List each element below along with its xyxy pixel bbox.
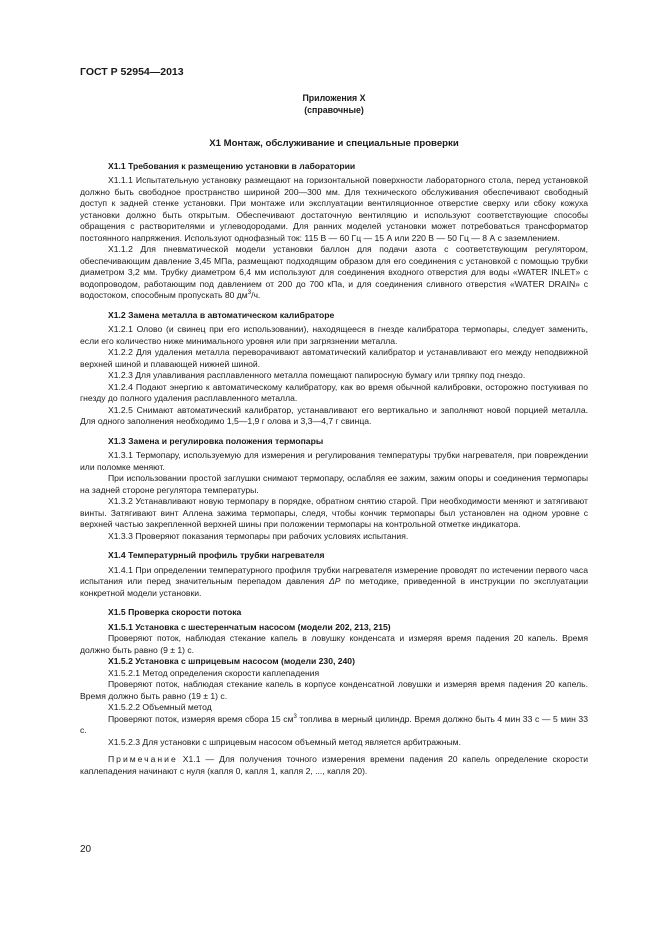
note-text: X1.1 — Для получения точного измерения времени падения 20 капель определение скорости каплепадения начинают с нуля (капля 0, капля 1, капля 2, ..., капля 20).: [80, 754, 588, 776]
paragraph: X1.4.1 При определении температурного профиля трубки нагревателя измерение проводят по истечении первого часа испытания или перед значительным перепадом давления ΔP по методике, приведенной в инструкции по эксплуатации конкретной модели установки.: [80, 564, 589, 598]
paragraph: X1.1.1 Испытательную установку размещают на горизонтальной поверхности лабораторного стола, перед установкой должно быть свободное пространство шириной 200—300 мм. Для технического обслуживания обеспечивают свободный доступ к задней стенке установки. При монтаже или эксплуатации вентиляционное отверстие сверху или сбоку кожуха установки должно быть открытым. Обеспечивают достаточную вентиляцию и используют соответствующие способы обращения с растворителями и углеводородами. Для ранних моделей установки может потребоваться трансформатор постоянного напряжения. Используют однофазный ток: 115 В — 60 Гц — 15 А или 220 В — 50 Гц — 8 А с заземлением.: [80, 175, 588, 243]
paragraph: При использовании простой заглушки снимают термопару, ослабляя ее зажим, зажим опоры и соединения термопары на задней стороне регулятора температуры.: [80, 473, 588, 495]
paragraph: X1.3.2 Устанавливают новую термопару в порядке, обратном снятию старой. При необходимости меняют и затягивают винты. Затягивают винт Аллена зажима термопары, следя, чтобы кончик термопары был установлен на одном уровне с верхней частью закрепленной верхней шины при положении термопары на контрольной отметке индикатора.: [80, 496, 588, 529]
paragraph: X1.2.3 Для улавливания расплавленного металла помещают папиросную бумагу или тряпку под гнездо.: [108, 370, 526, 380]
paragraph: X1.2.1 Олово (и свинец при его использовании), находящееся в гнезде калибратора термопары, следует заменить, если его количество ниже минимального уровня или при загрязнении металла.: [80, 324, 588, 346]
note: [80, 754, 588, 777]
paragraph: Проверяют поток, измеряя время сбора 15 $см^3$ топлива в мерный цилиндр. Время должно быть 4 мин 33 с — 5 мин 33 с.: [80, 713, 588, 735]
paragraph: X1.5.2.3 Для установки с шприцевым насосом объемный метод является арбитражным.: [108, 736, 461, 747]
paragraph: X1.3.3 Проверяют показания термопары при рабочих условиях испытания.: [108, 530, 409, 541]
paragraph: X1.2.5 Снимают автоматический калибратор, устанавливают его вертикально и заполняют новой порцией металла. Для одного заполнения необходимо 1,5—1,9 г олова и 3,3—4,7 г свинца.: [80, 404, 588, 426]
paragraph: X1.5.2.2 Объемный метод: [108, 702, 212, 712]
note-label: Примечание: [108, 754, 178, 764]
paragraph: X1.2.2 Для удаления металла переворачивают автоматический калибратор и устанавливают его между неподвижной верхней шиной и плавающей нижней шиной.: [80, 347, 588, 369]
subsubsection-title: X1.5.1 Установка с шестеренчатым насосом (модели 202, 213, 215): [108, 621, 391, 632]
paragraph: X1.1.2 Для пневматической модели установки баллон для подачи азота с соответствующим регулятором, обеспечивающим давление 3,45 МПа, размещают подходящим образом для его соединения с установкой с помощью трубки диаметром 3,2 мм. Трубку диаметром 6,4 мм используют для соединения входного отверстия для воды «WATER INLET» с водопроводом, работающим под давлением от 200 до 700 кПа, и для соединения сливного отверстия «WATER DRAIN» с водостоком, способным пропускать 80 $дм^3/ч$.: [80, 244, 588, 300]
document-header: ГОСТ Р 52954—2013: [80, 66, 184, 78]
subsection-title: X1.5 Проверка скорости потока: [108, 607, 242, 617]
paragraph: X1.5.2.1 Метод определения скорости каплепадения: [108, 667, 320, 678]
paragraph: Проверяют поток, наблюдая стекание капель в корпусе конденсатной ловушки и измеряя время падения 20 капель. Время должно быть равно (19 ± 1) с.: [80, 679, 588, 701]
annex-subtitle: (справочные): [304, 105, 364, 115]
paragraph: Проверяют поток, наблюдая стекание капель в ловушку конденсата и измеряя время падения 20 капель. Время должно быть равно (9 ± 1) с.: [80, 633, 588, 655]
annex-title: Приложения X: [302, 93, 366, 103]
subsection-title: X1.1 Требования к размещению установки в лаборатории: [108, 160, 356, 171]
paragraph: X1.2.4 Подают энергию к автоматическому калибратору, как во время обычной калибровки, осторожно постукивая по гнезду до полного удаления расплавленного металла.: [80, 381, 588, 403]
subsection-title: X1.4 Температурный профиль трубки нагревателя: [108, 550, 325, 560]
document-body: [80, 92, 588, 777]
subsection-title: X1.2 Замена металла в автоматическом калибраторе: [108, 309, 335, 320]
subsubsection-title: X1.5.2 Установка с шприцевым насосом (модели 230, 240): [108, 656, 355, 666]
paragraph: X1.3.1 Термопару, используемую для измерения и регулирования температуры трубки нагревателя, при повреждении или поломке меняют.: [80, 450, 588, 472]
section-title: X1 Монтаж, обслуживание и специальные проверки: [209, 138, 459, 149]
subsection-title: X1.3 Замена и регулировка положения термопары: [108, 435, 324, 446]
page-number: 20: [80, 844, 92, 855]
